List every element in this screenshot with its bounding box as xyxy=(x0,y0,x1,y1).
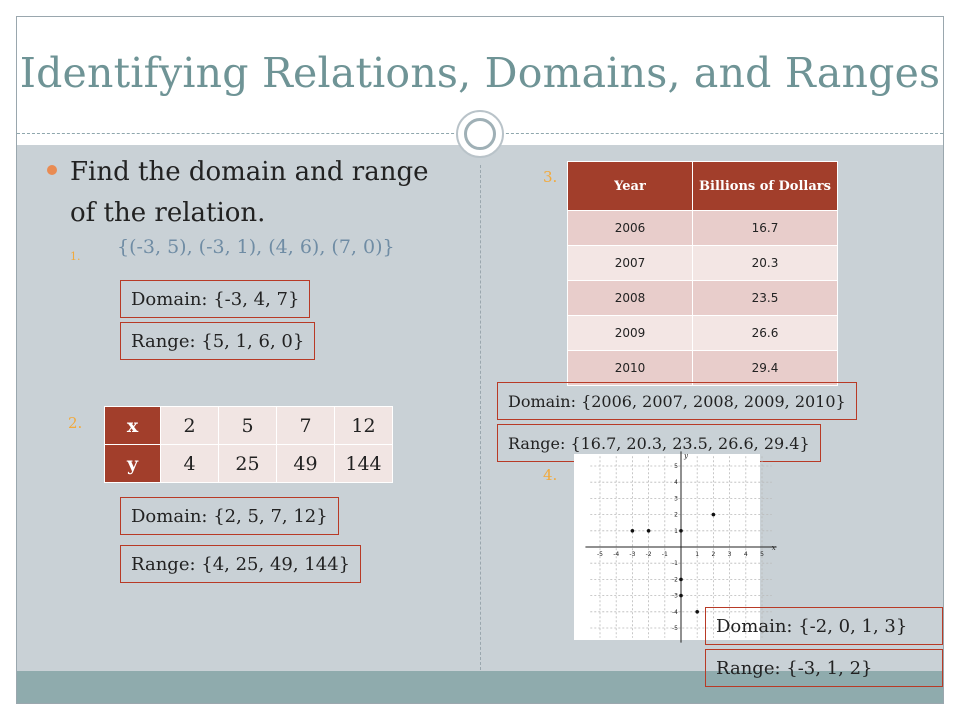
x-header: x xyxy=(105,407,161,445)
amount-cell: 23.5 xyxy=(693,281,838,316)
y-header: y xyxy=(105,445,161,483)
x-tick-label: -2 xyxy=(645,551,652,558)
problem4-number: 4. xyxy=(543,466,558,484)
table-row xyxy=(568,351,838,386)
y-value: 25 xyxy=(219,445,277,483)
problem4-range: Range: {-3, 1, 2} xyxy=(705,649,943,687)
y-tick-label: 2 xyxy=(674,511,678,519)
problem2-number: 2. xyxy=(68,414,83,432)
column-divider xyxy=(480,165,481,670)
x-tick-label: -4 xyxy=(613,551,620,558)
table-row xyxy=(568,316,838,351)
x-value: 12 xyxy=(335,407,393,445)
x-value: 2 xyxy=(161,407,219,445)
data-point xyxy=(679,529,683,533)
problem1-range: Range: {5, 1, 6, 0} xyxy=(120,322,315,360)
x-tick-label: -1 xyxy=(661,551,668,558)
year-cell: 2009 xyxy=(568,316,693,351)
y-tick-label: 5 xyxy=(674,463,678,470)
problem2-range: Range: {4, 25, 49, 144} xyxy=(120,545,361,583)
y-tick-label: -2 xyxy=(672,576,678,584)
x-tick-label: 1 xyxy=(695,551,700,558)
y-tick-label: -4 xyxy=(672,608,678,616)
y-tick-label: 1 xyxy=(674,527,678,535)
x-tick-label: 4 xyxy=(743,551,748,558)
y-tick-label: 4 xyxy=(674,479,678,487)
table-row xyxy=(568,211,838,246)
x-tick-label: 5 xyxy=(760,551,764,558)
data-point xyxy=(679,578,683,582)
y-value: 49 xyxy=(277,445,335,483)
year-header: Year xyxy=(568,162,693,211)
data-point xyxy=(679,594,683,598)
year-cell: 2010 xyxy=(568,351,693,386)
circle-ornament-inner xyxy=(464,118,496,150)
x-tick-label: 3 xyxy=(727,551,732,558)
amount-cell: 16.7 xyxy=(693,211,838,246)
amount-cell: 26.6 xyxy=(693,316,838,351)
problem1-domain: Domain: {-3, 4, 7} xyxy=(120,280,310,318)
problem3-domain: Domain: {2006, 2007, 2008, 2009, 2010} xyxy=(497,382,857,420)
amount-cell: 20.3 xyxy=(693,246,838,281)
x-tick-label: -3 xyxy=(629,551,636,558)
y-value: 4 xyxy=(161,445,219,483)
bullet-icon xyxy=(47,165,57,175)
xy-row-x xyxy=(105,407,393,445)
table-row xyxy=(568,246,838,281)
data-point xyxy=(712,513,716,517)
xy-table xyxy=(104,406,393,483)
circle-ornament-icon xyxy=(456,110,504,158)
problem1-relation: {(-3, 5), (-3, 1), (4, 6), (7, 0)} xyxy=(117,236,395,258)
y-tick-label: -5 xyxy=(672,625,678,632)
x-tick-label: 2 xyxy=(711,551,716,558)
year-cell: 2007 xyxy=(568,246,693,281)
x-value: 7 xyxy=(277,407,335,445)
y-value: 144 xyxy=(335,445,393,483)
prompt-text: Find the domain and range of the relation. xyxy=(70,157,429,228)
y-tick-label: 3 xyxy=(674,495,678,503)
y-tick-label: -1 xyxy=(672,560,678,568)
year-cell: 2008 xyxy=(568,281,693,316)
x-axis-label: x xyxy=(771,544,776,552)
problem4-domain: Domain: {-2, 0, 1, 3} xyxy=(705,607,943,645)
year-table xyxy=(567,161,838,386)
table-row xyxy=(568,281,838,316)
billions-header: Billions of Dollars xyxy=(693,162,838,211)
problem2-domain: Domain: {2, 5, 7, 12} xyxy=(120,497,339,535)
problem1-number: 1. xyxy=(70,250,81,263)
y-axis-label: y xyxy=(684,451,688,460)
x-value: 5 xyxy=(219,407,277,445)
x-tick-label: -5 xyxy=(597,551,603,558)
year-table-header xyxy=(568,162,838,211)
data-point xyxy=(695,610,699,614)
xy-row-y xyxy=(105,445,393,483)
y-tick-label: -3 xyxy=(672,592,678,600)
year-cell: 2006 xyxy=(568,211,693,246)
data-point xyxy=(647,529,651,533)
problem3-range: Range: {16.7, 20.3, 23.5, 26.6, 29.4} xyxy=(497,424,821,462)
slide-title: Identifying Relations, Domains, and Ranges xyxy=(19,49,941,97)
data-point xyxy=(631,529,635,533)
problem3-number: 3. xyxy=(543,168,558,186)
amount-cell: 29.4 xyxy=(693,351,838,386)
